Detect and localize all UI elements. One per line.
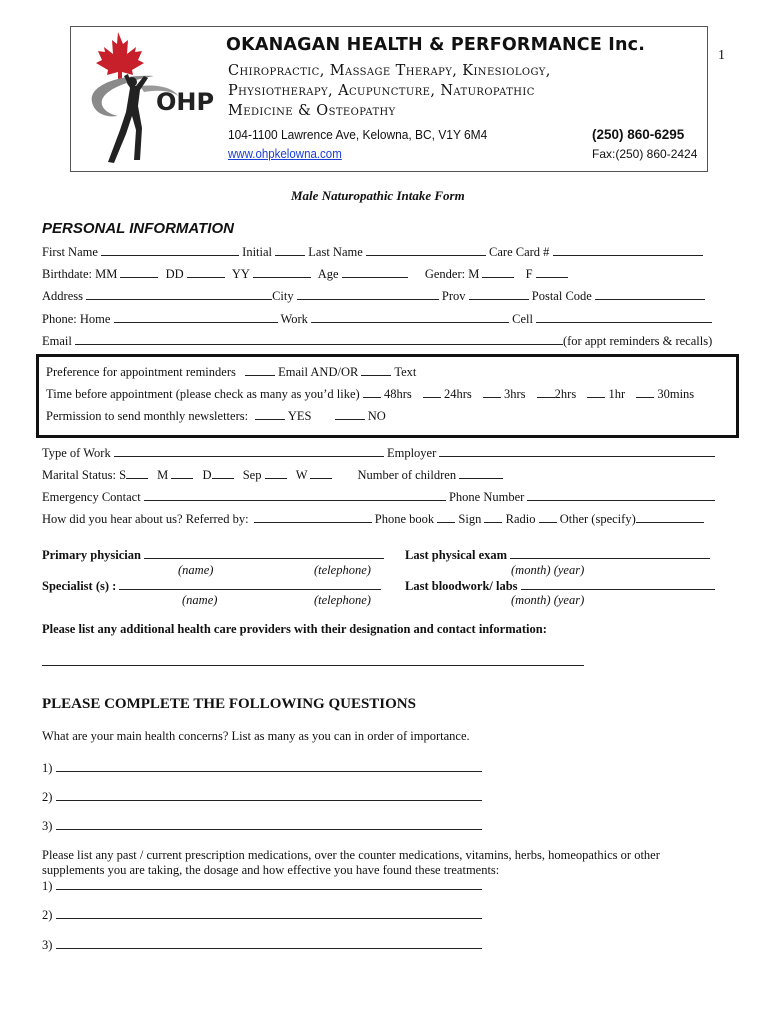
birthdate-row [42,266,568,282]
marital-d-field[interactable] [212,467,234,479]
services-line-2: Physiotherapy, Acupuncture, Naturopathic [228,83,535,99]
type-of-work-label: Type of Work [42,446,111,460]
gender-m-label: Gender: M [424,267,480,281]
reminder-email-field[interactable] [245,364,275,376]
concern-1-field[interactable] [56,760,482,772]
age-label: Age [317,267,339,281]
phone-number-field[interactable] [527,489,715,501]
medication-3-row [42,937,482,953]
specialist-telephone-caption: (telephone) [314,593,371,607]
birth-mm-label: Birthdate: MM [42,267,118,281]
work-row [42,445,715,461]
medication-3-number: 3) [42,938,53,952]
address-field[interactable] [86,288,272,300]
t30-field[interactable] [636,386,654,398]
concern-2-field[interactable] [56,789,482,801]
company-name: OKANAGAN HEALTH & PERFORMANCE Inc. [226,35,646,55]
marital-s-field[interactable] [126,467,148,479]
email-note: (for appt reminders & recalls) [562,334,713,348]
address-label: Address [42,289,83,303]
time-before-label: Time before appointment (please check as many as you’d like) [46,387,360,401]
care-card-label: Care Card # [489,245,550,259]
primary-physician-field[interactable] [144,547,384,559]
radio-label: Radio [505,512,536,526]
specialist-row [42,578,381,594]
last-exam-label: Last physical exam [405,548,508,562]
email-andor-label: Email AND/OR [278,365,359,379]
phone-work-field[interactable] [311,311,509,323]
medication-1-field[interactable] [56,878,482,890]
newsletter-no-label: NO [367,409,386,423]
concerns-prompt: What are your main health concerns? List as many as you can in order of importance. [42,729,470,743]
medication-1-number: 1) [42,879,53,893]
medication-3-field[interactable] [56,937,482,949]
initial-label: Initial [242,245,273,259]
cell-field[interactable] [536,311,712,323]
age-field[interactable] [342,266,408,278]
personal-info-heading: PERSONAL INFORMATION [42,220,234,237]
name-row [42,244,703,260]
address-row [42,288,705,304]
referred-field[interactable] [254,511,372,523]
employer-field[interactable] [439,445,715,457]
birth-dd-field[interactable] [187,266,225,278]
marital-m-field[interactable] [171,467,193,479]
city-label: City [272,289,294,303]
providers-field[interactable] [42,654,584,666]
last-exam-row [405,547,710,563]
newsletter-yes-label: YES [287,409,312,423]
prov-label: Prov [441,289,466,303]
concern-2-row [42,789,482,805]
last-bloodwork-date-caption: (month) (year) [511,593,585,607]
initial-field[interactable] [275,244,305,256]
postal-label: Postal Code [531,289,592,303]
reminder-pref-label: Preference for appointment reminders [46,365,236,379]
prov-field[interactable] [469,288,529,300]
text-label: Text [394,365,417,379]
primary-telephone-caption: (telephone) [314,563,371,577]
medications-prompt-line-1: Please list any past / current prescription medications, over the counter medications, vitamins, herbs, homeopathics or other [42,848,660,862]
city-field[interactable] [297,288,439,300]
emergency-row [42,489,715,505]
questions-heading: PLEASE COMPLETE THE FOLLOWING QUESTIONS [42,696,416,712]
clinic-website-link[interactable]: www.ohpkelowna.com [228,147,342,161]
specialist-name-caption: (name) [182,593,218,607]
concern-3-field[interactable] [56,818,482,830]
phone-number-label: Phone Number [448,490,525,504]
marital-s-label: Marital Status: S [42,468,127,482]
children-label: Number of children [357,468,457,482]
primary-name-caption: (name) [178,563,214,577]
logo-text: OHP [156,88,215,116]
services-line-1: Chiropractic, Massage Therapy, Kinesiology, [228,63,551,79]
reminder-text-field[interactable] [361,364,391,376]
form-title: Male Naturopathic Intake Form [291,188,465,203]
postal-field[interactable] [595,288,705,300]
medication-1-row [42,878,482,894]
phone-work-label: Work [280,312,308,326]
primary-physician-label: Primary physician [42,548,141,562]
last-bloodwork-field[interactable] [521,578,715,590]
concern-3-row [42,818,482,834]
gender-f-field[interactable] [536,266,568,278]
newsletter-yes-field[interactable] [255,408,285,420]
employer-label: Employer [386,446,437,460]
t48-field[interactable] [363,386,381,398]
other-field[interactable] [636,511,704,523]
referral-row [42,511,704,527]
referred-label: How did you hear about us? Referred by: [42,512,249,526]
marital-row [42,467,503,483]
primary-physician-row [42,547,384,563]
t2-field[interactable] [537,386,555,398]
birth-yy-label: YY [231,267,250,281]
last-exam-field[interactable] [510,547,710,559]
last-bloodwork-row [405,578,715,594]
medication-2-row [42,907,482,923]
phone-home-label: Phone: Home [42,312,111,326]
email-label: Email [42,334,72,348]
marital-w-label: W [295,468,308,482]
medication-2-field[interactable] [56,907,482,919]
radio-field[interactable] [539,511,557,523]
specialist-field[interactable] [119,578,381,590]
t3-field[interactable] [483,386,501,398]
ohp-logo-icon [78,30,218,168]
first-name-label: First Name [42,245,98,259]
clinic-phone: (250) 860-6295 [592,127,685,142]
marital-sep-label: Sep [242,468,262,482]
phone-home-field[interactable] [114,311,278,323]
phone-book-field[interactable] [437,511,455,523]
newsletter-no-field[interactable] [335,408,365,420]
t24-label: 24hrs [443,387,472,401]
page-number: 1 [718,48,725,63]
gender-m-field[interactable] [482,266,514,278]
phone-row [42,311,712,327]
birth-mm-field[interactable] [120,266,158,278]
t24-field[interactable] [423,386,441,398]
specialist-label: Specialist (s) : [42,579,117,593]
marital-m-label: M [157,468,169,482]
clinic-fax: Fax:(250) 860-2424 [592,147,698,161]
first-name-field[interactable] [101,244,239,256]
newsletter-label: Permission to send monthly newsletters: [46,409,249,423]
marital-sep-field[interactable] [265,467,287,479]
time-before-row [46,386,694,402]
email-row [42,333,712,349]
emergency-field[interactable] [144,489,446,501]
providers-prompt: Please list any additional health care providers with their designation and contact information: [42,622,547,636]
concern-1-number: 1) [42,761,53,775]
gender-f-label: F [525,267,533,281]
other-label: Other (specify) [559,512,636,526]
email-field[interactable] [75,333,563,345]
emergency-label: Emergency Contact [42,490,141,504]
sign-field[interactable] [484,511,502,523]
cell-label: Cell [512,312,533,326]
birth-yy-field[interactable] [253,266,311,278]
t2-label: 2hrs [554,387,577,401]
last-exam-date-caption: (month) (year) [511,563,585,577]
t3-label: 3hrs [504,387,526,401]
marital-w-field[interactable] [310,467,332,479]
concern-1-row [42,760,482,776]
services-line-3: Medicine & Osteopathy [228,103,396,119]
t1-field[interactable] [587,386,605,398]
reminder-pref-row [46,364,416,380]
sign-label: Sign [458,512,482,526]
last-name-field[interactable] [366,244,486,256]
children-field[interactable] [459,467,503,479]
t1-label: 1hr [608,387,626,401]
medication-2-number: 2) [42,908,53,922]
last-bloodwork-label: Last bloodwork/ labs [405,579,518,593]
concern-3-number: 3) [42,819,53,833]
concern-2-number: 2) [42,790,53,804]
medications-prompt-line-2: supplements you are taking, the dosage and how effective you have found these treatments: [42,863,500,877]
birth-dd-label: DD [165,267,184,281]
last-name-label: Last Name [308,245,363,259]
t48-label: 48hrs [383,387,412,401]
care-card-field[interactable] [553,244,703,256]
phone-book-label: Phone book [374,512,435,526]
marital-d-label: D [202,468,212,482]
clinic-address: 104-1100 Lawrence Ave, Kelowna, BC, V1Y 6M4 [228,127,488,142]
newsletter-row [46,408,386,424]
t30-label: 30mins [657,387,695,401]
type-of-work-field[interactable] [114,445,384,457]
